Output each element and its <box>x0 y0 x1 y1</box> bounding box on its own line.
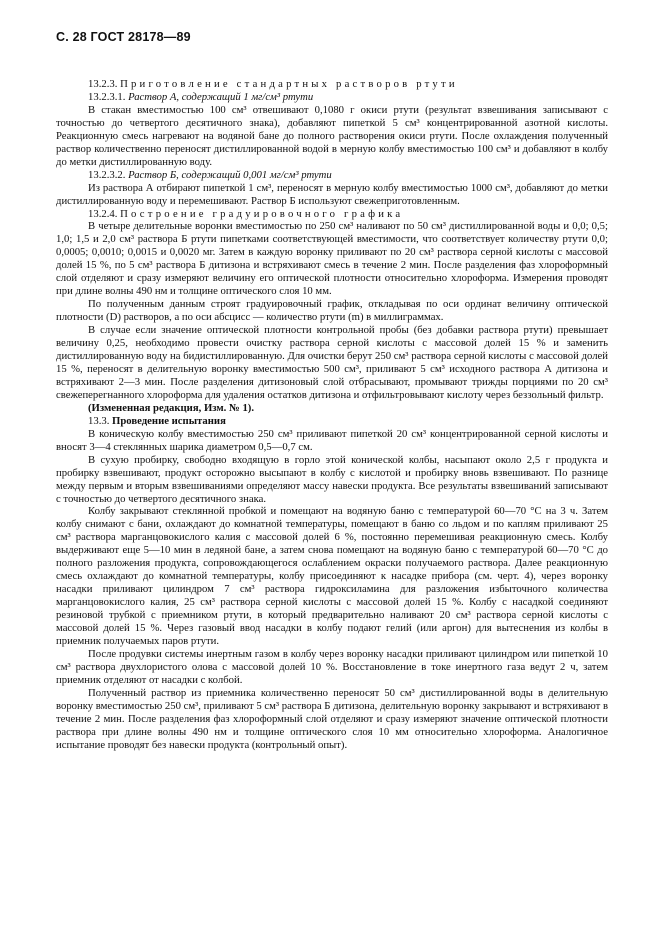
section-title: Раствор А, содержащий 1 мг/см³ ртути <box>128 90 314 103</box>
paragraph: В четыре делительные воронки вместимостью по 250 см³ наливают по 50 см³ дистиллированной воды и 0,0; 0,5; 1,0; 1,5 и 2,0 см³ раствора Б ртути пипетками соответствующей вместимости, что соответствует количеству ртути 0,0; 0,0005; 0,0010; 0,0015 и 0,0020 мг. Затем в каждую воронку приливают по 20 см³ раствора серной кислоты с массовой долей 15 %, по 5 см³ раствора Б дитизона и встряхивают смесь в течение 2 мин. После разделения фаз хлороформный слой отделяют и сразу измеряют величину его оптической плотности относительно хлороформа. Измерения проводят при длине волны 490 нм и толщине оптического слоя 10 мм. <box>56 220 608 298</box>
section-number: 13.2.3.2. <box>88 168 126 181</box>
section-title: Приготовление стандартных растворов ртути <box>120 78 458 90</box>
subsection-heading <box>56 169 608 182</box>
paragraph: После продувки системы инертным газом в колбу через воронку насадки приливают цилиндром или пипеткой 10 см³ раствора двухлористого олова с массовой долей 10 %. Восстановление в токе инертного газа ведут 2 ч, затем приемник отделяют от насадки с колбой. <box>56 647 608 686</box>
section-heading <box>56 208 608 221</box>
paragraph: В стакан вместимостью 100 см³ отвешивают 0,1080 г окиси ртути (результат взвешивания записывают с точностью до четвертого десятичного знака), добавляют пипеткой 5 см³ концентрированной азотной кислоты. Реакционную смесь нагревают на водяной бане до полного растворения окиси ртути. После охлаждения полученный раствор количественно переносят дистиллированной водой в мерную колбу вместимостью 100 см³ и добавляют в колбу до метки дистиллированную воду. <box>56 103 608 168</box>
document-body <box>56 78 608 752</box>
section-heading <box>56 415 608 428</box>
page-header: С. 28 ГОСТ 28178—89 <box>56 30 191 44</box>
section-heading <box>56 78 608 91</box>
paragraph: В случае если значение оптической плотности контрольной пробы (без добавки раствора ртути) превышает величину 0,25, необходимо провести очистку раствора серной кислоты с массовой долей 15 % и заменить дистиллированную воду на бидистиллированную. Для очистки берут 250 см³ раствора серной кислоты с массовой долей 15 %, переносят в делительную воронку вместимостью 500 см³, приливают 5 см³ исходного раствора А дитизона и встряхивают 2—3 мин. После разделения дитизоновый слой отбрасывают, промывают трижды порциями по 20 см³ свежеперегнанного хлороформа для удаления остатков дитизона и отфильтровывают кислоту через беззольный фильтр. <box>56 324 608 401</box>
paragraph: По полученным данным строят градуировочный график, откладывая по оси ординат величину оптической плотности (D) растворов, а по оси абсцисс — количество ртути (m) в миллиграммах. <box>56 298 608 324</box>
section-title: Построение градуировочного графика <box>120 207 404 220</box>
edition-note: (Измененная редакция, Изм. № 1). <box>88 401 255 414</box>
section-number: 13.2.3. <box>88 78 118 90</box>
subsection-heading <box>56 91 608 104</box>
paragraph: Полученный раствор из приемника количественно переносят 50 см³ дистиллированной воды в делительную воронку вместимостью 250 см³, приливают 5 см³ раствора Б дитизона, делительную воронку закрывают и встряхивают в течение 2 мин. После разделения фаз хлороформный слой отделяют и сразу измеряют значение оптической плотности раствора при длине волны 490 нм и толщине оптического слоя 10 мм относительно хлороформа. Аналогичное испытание проводят без навески продукта (контрольный опыт). <box>56 686 608 751</box>
section-number: 13.2.3.1. <box>88 90 126 103</box>
paragraph: Из раствора А отбирают пипеткой 1 см³, переносят в мерную колбу вместимостью 1000 см³, добавляют до метки дистиллированную воду и перемешивают. Раствор Б используют свежеприготовленным. <box>56 181 608 207</box>
section-title: Проведение испытания <box>112 414 226 427</box>
section-title: Раствор Б, содержащий 0,001 мг/см³ ртути <box>128 168 332 181</box>
paragraph: В коническую колбу вместимостью 250 см³ приливают пипеткой 20 см³ концентрированной серной кислоты и вносят 3—4 стеклянных шарика диаметром 0,5—0,7 см. <box>56 427 608 453</box>
paragraph: Колбу закрывают стеклянной пробкой и помещают на водяную баню с температурой 60—70 °С на 3 ч. Затем колбу снимают с бани, охлаждают до комнатной температуры, помещают в баню со льдом и по каплям приливают 25 см³ раствора марганцовокислого калия с массовой долей 6 %, постоянно перемешивая реакционную смесь. Колбу выдерживают еще 5—10 мин в ледяной бане, а затем снова помещают на водяную баню с температурой 60—70 °С до полного разложения продукта, сопровождающегося ослаблением окраски получаемого раствора. Далее реакционную смесь охлаждают до комнатной температуры, колбу присоединяют к насадке прибора (см. черт. 4), через воронку насадки приливают цилиндром 7 см³ раствора гидроксиламина для разложения избыточного количества марганцовокислого калия, 25 см³ раствора серной кислоты с массовой долей 15 %. Колбу с насадкой соединяют резиновой трубкой с приемником ртути, в который предварительно наливают 20 см³ раствора серной кислоты с массовой долей 15 %. Через газовый ввод насадки в колбу подают гелий (или аргон) для вытеснения из колбы в приемник получаемых паров ртути. <box>56 505 608 647</box>
paragraph: В сухую пробирку, свободно входящую в горло этой конической колбы, насыпают около 2,5 г продукта и пробирку взвешивают, продукт осторожно высыпают в колбу с кислотой и пробирку вновь взвешивают. По разнице между первым и вторым взвешиваниями определяют массу навески продукта. Все результаты взвешиваний записывают с точностью до четвертого десятичного знака. <box>56 453 608 505</box>
section-number: 13.2.4. <box>88 207 118 220</box>
section-number: 13.3. <box>88 414 110 427</box>
